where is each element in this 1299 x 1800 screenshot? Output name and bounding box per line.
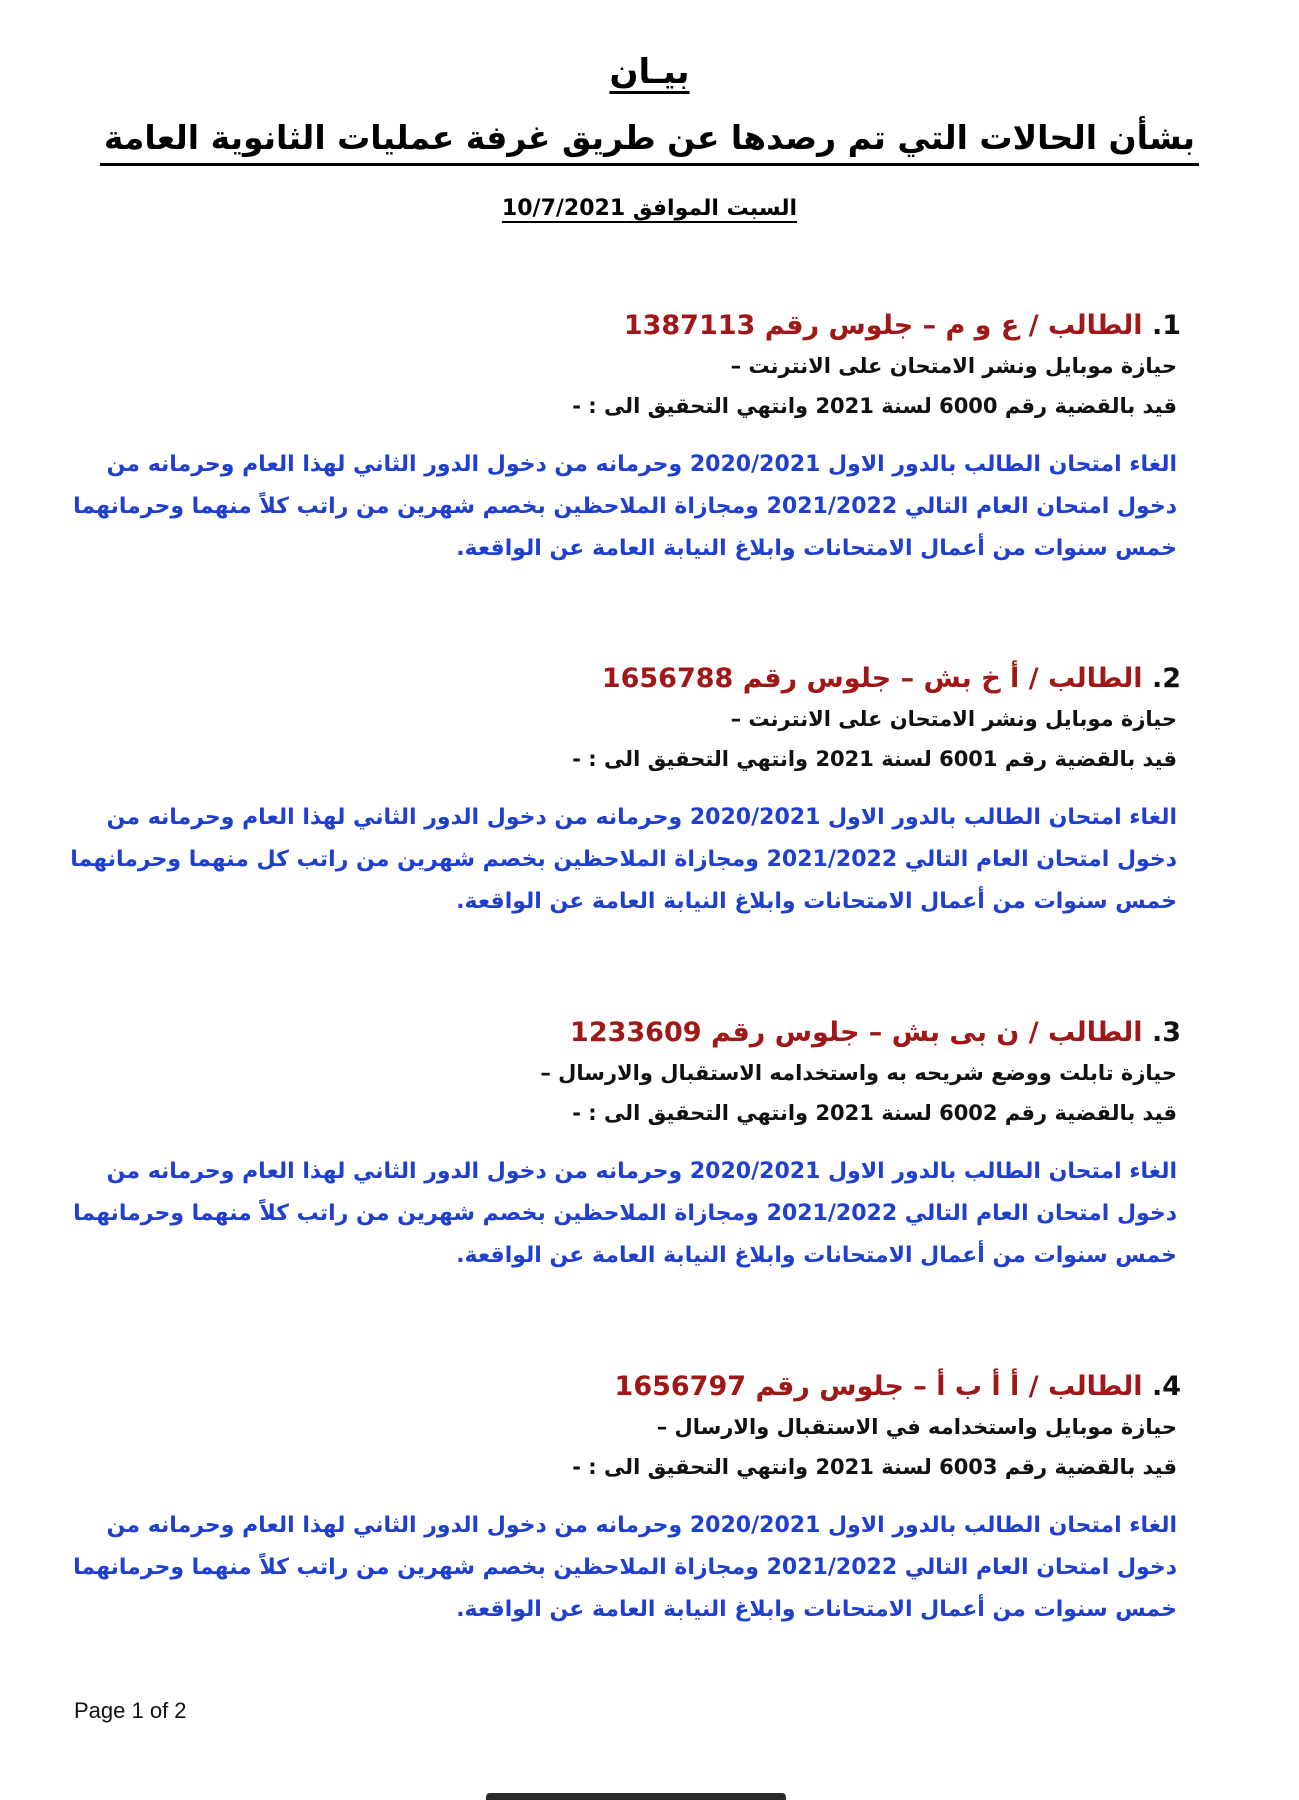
decision-line: الغاء امتحان الطالب بالدور الاول 2020/2021 وحرمانه من دخول الدور الثاني لهذا العام وحرمانه من	[106, 452, 1177, 477]
case-reference: قيد بالقضية رقم 6000 لسنة 2021 وانتهي التحقيق الى : -	[572, 394, 1177, 418]
decision-line: الغاء امتحان الطالب بالدور الاول 2020/2021 وحرمانه من دخول الدور الثاني لهذا العام وحرمانه من	[106, 805, 1177, 830]
case-reference: قيد بالقضية رقم 6002 لسنة 2021 وانتهي التحقيق الى : -	[572, 1101, 1177, 1125]
case-number: 1.	[1151, 310, 1181, 341]
case-heading	[91, 1367, 1181, 1407]
scroll-indicator[interactable]	[486, 1793, 786, 1800]
case-heading	[91, 306, 1181, 346]
document-subtitle: بشأن الحالات التي تم رصدها عن طريق غرفة عمليات الثانوية العامة	[0, 118, 1299, 166]
decision-line: خمس سنوات من أعمال الامتحانات وابلاغ النيابة العامة عن الواقعة.	[456, 889, 1177, 914]
case-decision	[73, 1151, 1177, 1277]
decision-line: خمس سنوات من أعمال الامتحانات وابلاغ النيابة العامة عن الواقعة.	[456, 536, 1177, 561]
case-student: الطالب / ن بى بش – جلوس رقم 1233609	[570, 1017, 1143, 1048]
case-number: 4.	[1151, 1371, 1181, 1402]
decision-line: دخول امتحان العام التالي 2021/2022 ومجازاة الملاحظين بخصم شهرين من راتب كلاً منهما وحرمانهما	[73, 494, 1177, 519]
decision-line: خمس سنوات من أعمال الامتحانات وابلاغ النيابة العامة عن الواقعة.	[456, 1243, 1177, 1268]
case-number: 3.	[1151, 1017, 1181, 1048]
case-decision	[70, 797, 1177, 923]
decision-line: دخول امتحان العام التالي 2021/2022 ومجازاة الملاحظين بخصم شهرين من راتب كلاً منهما وحرمانهما	[73, 1555, 1177, 1580]
document-title: بيـان	[609, 52, 690, 92]
page-number: Page 1 of 2	[74, 1698, 187, 1723]
case-student: الطالب / ع و م – جلوس رقم 1387113	[623, 310, 1143, 341]
case-item-1	[73, 306, 1181, 570]
case-decision	[73, 1505, 1177, 1631]
case-item-4	[73, 1367, 1181, 1631]
case-decision	[73, 444, 1177, 570]
decision-line: الغاء امتحان الطالب بالدور الاول 2020/2021 وحرمانه من دخول الدور الثاني لهذا العام وحرمانه من	[106, 1159, 1177, 1184]
case-violation: حيازة موبايل ونشر الامتحان على الانترنت –	[730, 707, 1177, 731]
decision-line: دخول امتحان العام التالي 2021/2022 ومجازاة الملاحظين بخصم شهرين من راتب كلاً منهما وحرمانهما	[73, 1201, 1177, 1226]
case-violation: حيازة موبايل واستخدامه في الاستقبال والارسال –	[656, 1415, 1177, 1439]
case-reference: قيد بالقضية رقم 6001 لسنة 2021 وانتهي التحقيق الى : -	[572, 747, 1177, 771]
case-item-3	[73, 1013, 1181, 1277]
case-student: الطالب / أ خ بش – جلوس رقم 1656788	[601, 663, 1143, 694]
case-violation: حيازة تابلت ووضع شريحه به واستخدامه الاستقبال والارسال –	[540, 1061, 1177, 1085]
case-student: الطالب / أ أ ب أ – جلوس رقم 1656797	[614, 1371, 1143, 1402]
case-item-2	[70, 659, 1181, 923]
decision-line: دخول امتحان العام التالي 2021/2022 ومجازاة الملاحظين بخصم شهرين من راتب كل منهما وحرمانهما	[70, 847, 1177, 872]
case-number: 2.	[1151, 663, 1181, 694]
decision-line: الغاء امتحان الطالب بالدور الاول 2020/2021 وحرمانه من دخول الدور الثاني لهذا العام وحرمانه من	[106, 1513, 1177, 1538]
case-heading	[91, 659, 1181, 699]
case-heading	[91, 1013, 1181, 1053]
document-date: السبت الموافق 10/7/2021	[501, 196, 798, 221]
decision-line: خمس سنوات من أعمال الامتحانات وابلاغ النيابة العامة عن الواقعة.	[456, 1597, 1177, 1622]
case-violation: حيازة موبايل ونشر الامتحان على الانترنت –	[730, 354, 1177, 378]
case-reference: قيد بالقضية رقم 6003 لسنة 2021 وانتهي التحقيق الى : -	[572, 1455, 1177, 1479]
